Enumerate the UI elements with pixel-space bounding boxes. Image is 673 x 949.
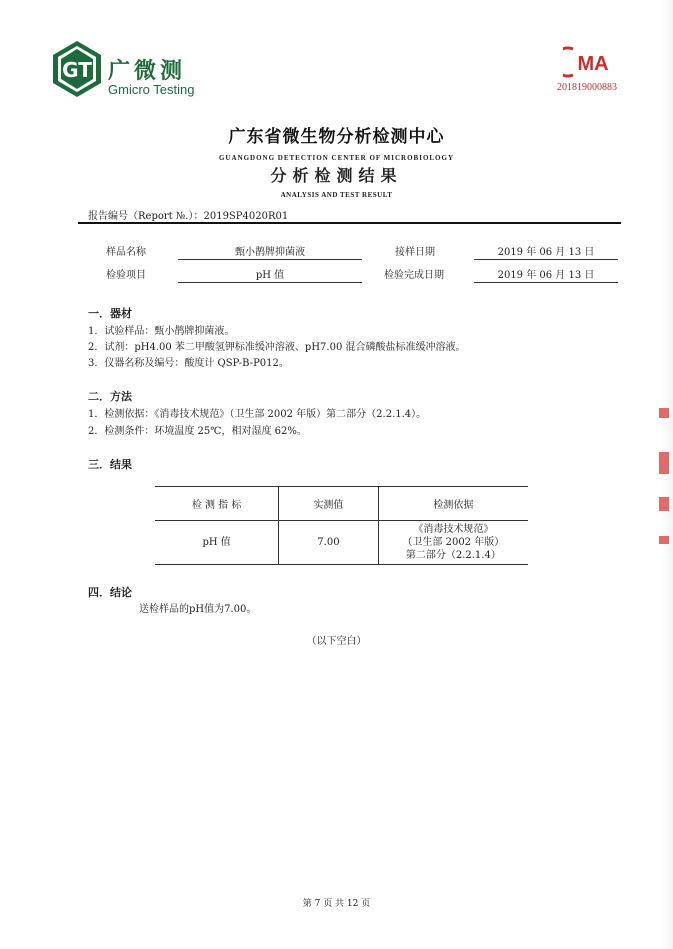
materials-item: 2．试剂：pH4.00 苯二甲酸氢钾标准缓冲溶液、pH7.00 混合磷酸盐标准缓冲溶液。 bbox=[88, 342, 466, 353]
page-footer: 第 7 页 共 12 页 bbox=[302, 899, 371, 909]
basis-cell bbox=[378, 521, 528, 565]
test-item-label: 检验项目 bbox=[106, 270, 146, 281]
measured-value-cell: 7.00 bbox=[279, 521, 378, 565]
results-table bbox=[155, 486, 528, 565]
underline bbox=[474, 282, 618, 283]
method-item: 1．检测依据：《消毒技术规范》（卫生部 2002 年版）第二部分（2.2.1.4）。 bbox=[88, 409, 427, 420]
indicator-cell: pH 值 bbox=[155, 521, 279, 565]
seam-stamp-fragment bbox=[659, 408, 669, 418]
method-item: 2．检测条件：环境温度 25℃，相对湿度 62%。 bbox=[88, 426, 307, 437]
basis-line: 第二部分（2.2.1.4） bbox=[405, 550, 501, 561]
result-title: 分析检测结果 bbox=[270, 166, 403, 185]
table-header-cell: 检测依据 bbox=[378, 487, 528, 521]
svg-text:MA: MA bbox=[577, 53, 609, 75]
report-number: 报告编号（Report №.）：2019SP4020R01 bbox=[88, 211, 289, 222]
materials-heading: 一．器材 bbox=[88, 307, 132, 320]
conclusion-text: 送检样品的pH值为7.00。 bbox=[139, 604, 257, 615]
svg-text:GT: GT bbox=[62, 58, 92, 82]
underline bbox=[178, 282, 362, 283]
table-header-cell: 实测值 bbox=[279, 487, 378, 521]
seam-stamp-fragment bbox=[659, 452, 669, 474]
seam-stamp-fragment bbox=[659, 536, 669, 544]
sample-name-value: 甄小鹊牌抑菌液 bbox=[235, 247, 305, 258]
result-title-en: ANALYSIS AND TEST RESULT bbox=[280, 191, 393, 199]
method-heading: 二．方法 bbox=[88, 390, 132, 403]
completed-date-label: 检验完成日期 bbox=[384, 270, 444, 281]
test-item-value: pH 值 bbox=[255, 270, 285, 281]
completed-date-value: 2019 年 06 月 13 日 bbox=[497, 270, 595, 281]
center-title-en: GUANGDONG DETECTION CENTER OF MICROBIOLOGY bbox=[218, 154, 455, 162]
materials-item: 1．试验样品：甄小鹊牌抑菌液。 bbox=[88, 326, 235, 337]
center-title: 广东省微生物分析检测中心 bbox=[228, 127, 445, 147]
sample-name-label: 样品名称 bbox=[106, 247, 146, 258]
table-row bbox=[155, 521, 528, 565]
conclusion-heading: 四．结论 bbox=[88, 586, 132, 599]
results-heading: 三．结果 bbox=[88, 458, 132, 471]
header-divider bbox=[78, 222, 621, 224]
basis-line: 《消毒技术规范》 bbox=[413, 524, 494, 535]
underline bbox=[474, 259, 618, 260]
logo-chinese-name: 广微测 bbox=[108, 59, 187, 84]
seam-stamp-fragment bbox=[659, 497, 669, 511]
received-date-label: 接样日期 bbox=[395, 247, 435, 258]
received-date-value: 2019 年 06 月 13 日 bbox=[497, 247, 595, 258]
gt-logo-icon bbox=[52, 40, 102, 98]
blank-note: （以下空白） bbox=[306, 636, 367, 647]
basis-line: （卫生部 2002 年版） bbox=[402, 537, 505, 548]
table-header-row bbox=[155, 487, 528, 521]
cma-number: 201819000883 bbox=[557, 82, 617, 93]
materials-item: 3．仪器名称及编号：酸度计 QSP-B-P012。 bbox=[88, 358, 289, 369]
underline bbox=[178, 259, 362, 260]
cma-seal-icon bbox=[563, 45, 619, 79]
table-header-cell: 检 测 指 标 bbox=[155, 487, 279, 521]
logo-english-name: Gmicro Testing bbox=[108, 82, 195, 97]
